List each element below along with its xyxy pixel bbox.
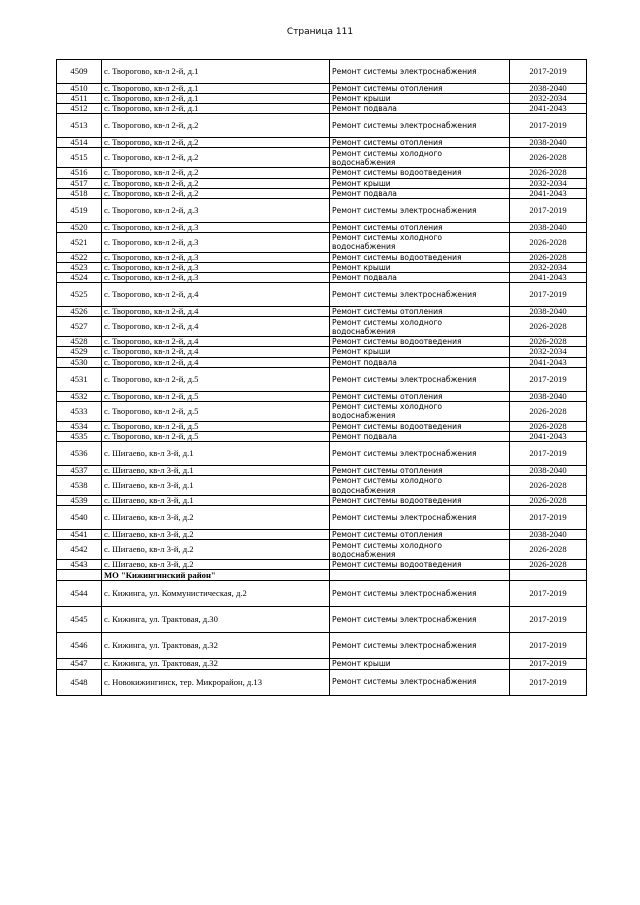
row-number: 4539	[57, 496, 102, 506]
row-address: с. Новокижингинск, тер. Микрорайон, д.13	[102, 669, 330, 695]
row-number: 4517	[57, 178, 102, 188]
row-number: 4519	[57, 198, 102, 222]
row-address: с. Творогово, кв-л 2-й, д.1	[102, 94, 330, 104]
row-number: 4531	[57, 367, 102, 391]
table-row	[57, 367, 587, 391]
row-period: 2038-2040	[510, 530, 587, 540]
table-row	[57, 178, 587, 188]
row-number: 4536	[57, 441, 102, 465]
row-number: 4524	[57, 273, 102, 283]
row-address: с. Творогово, кв-л 2-й, д.4	[102, 307, 330, 317]
section-title: МО "Кижингинский район"	[102, 570, 330, 581]
row-work-type: Ремонт подвала	[330, 104, 510, 114]
row-address: с. Творогово, кв-л 2-й, д.5	[102, 421, 330, 431]
table-row	[57, 317, 587, 337]
row-period: 2038-2040	[510, 391, 587, 401]
row-period: 2026-2028	[510, 496, 587, 506]
row-address: с. Кижинга, ул. Трактовая, д.32	[102, 633, 330, 659]
row-work-type: Ремонт системы холодного водоснабжения	[330, 232, 510, 252]
row-address: с. Творогово, кв-л 2-й, д.3	[102, 222, 330, 232]
row-period: 2026-2028	[510, 232, 587, 252]
table-row	[57, 222, 587, 232]
section-period-cell	[510, 570, 587, 581]
row-work-type: Ремонт крыши	[330, 347, 510, 357]
row-number: 4543	[57, 560, 102, 570]
row-address: с. Творогово, кв-л 2-й, д.5	[102, 367, 330, 391]
row-number: 4513	[57, 114, 102, 138]
row-period: 2038-2040	[510, 307, 587, 317]
row-number: 4516	[57, 168, 102, 178]
row-period: 2026-2028	[510, 148, 587, 168]
table-row	[57, 465, 587, 475]
row-address: с. Творогово, кв-л 2-й, д.4	[102, 317, 330, 337]
table-row	[57, 188, 587, 198]
row-address: с. Кижинга, ул. Коммунистическая, д.2	[102, 581, 330, 607]
repair-plan-table	[56, 59, 587, 696]
table-row	[57, 283, 587, 307]
row-number: 4525	[57, 283, 102, 307]
row-address: с. Шигаево, кв-л 3-й, д.2	[102, 530, 330, 540]
table-row	[57, 307, 587, 317]
row-period: 2026-2028	[510, 421, 587, 431]
row-work-type: Ремонт системы электроснабжения	[330, 506, 510, 530]
row-number: 4511	[57, 94, 102, 104]
row-period: 2017-2019	[510, 669, 587, 695]
row-number: 4542	[57, 540, 102, 560]
row-work-type: Ремонт крыши	[330, 178, 510, 188]
table-row	[57, 84, 587, 94]
row-period: 2017-2019	[510, 659, 587, 669]
row-address: с. Творогово, кв-л 2-й, д.1	[102, 104, 330, 114]
row-address: с. Творогово, кв-л 2-й, д.1	[102, 60, 330, 84]
row-address: с. Кижинга, ул. Трактовая, д.32	[102, 659, 330, 669]
row-number: 4528	[57, 337, 102, 347]
row-work-type: Ремонт крыши	[330, 659, 510, 669]
row-address: с. Творогово, кв-л 2-й, д.4	[102, 337, 330, 347]
row-period: 2026-2028	[510, 168, 587, 178]
repair-plan-table-body	[57, 60, 587, 696]
table-row	[57, 581, 587, 607]
row-work-type: Ремонт системы отопления	[330, 222, 510, 232]
row-number: 4510	[57, 84, 102, 94]
table-row	[57, 560, 587, 570]
table-row	[57, 607, 587, 633]
row-number: 4530	[57, 357, 102, 367]
row-number: 4538	[57, 476, 102, 496]
row-work-type: Ремонт системы водоотведения	[330, 421, 510, 431]
row-number: 4533	[57, 401, 102, 421]
row-address: с. Творогово, кв-л 2-й, д.5	[102, 401, 330, 421]
row-address: с. Творогово, кв-л 2-й, д.2	[102, 114, 330, 138]
row-period: 2041-2043	[510, 104, 587, 114]
table-row	[57, 347, 587, 357]
row-period: 2026-2028	[510, 540, 587, 560]
row-period: 2026-2028	[510, 401, 587, 421]
row-work-type: Ремонт системы электроснабжения	[330, 60, 510, 84]
table-row	[57, 148, 587, 168]
row-work-type: Ремонт системы электроснабжения	[330, 441, 510, 465]
table-row	[57, 391, 587, 401]
row-period: 2041-2043	[510, 273, 587, 283]
table-row	[57, 114, 587, 138]
row-work-type: Ремонт системы водоотведения	[330, 496, 510, 506]
row-period: 2017-2019	[510, 441, 587, 465]
row-number: 4527	[57, 317, 102, 337]
row-address: с. Творогово, кв-л 2-й, д.3	[102, 273, 330, 283]
row-work-type: Ремонт системы электроснабжения	[330, 607, 510, 633]
row-period: 2026-2028	[510, 317, 587, 337]
table-row	[57, 232, 587, 252]
row-work-type: Ремонт системы холодного водоснабжения	[330, 476, 510, 496]
row-work-type: Ремонт подвала	[330, 188, 510, 198]
row-address: с. Творогово, кв-л 2-й, д.5	[102, 431, 330, 441]
table-row	[57, 530, 587, 540]
row-address: с. Творогово, кв-л 2-й, д.4	[102, 283, 330, 307]
row-work-type: Ремонт системы электроснабжения	[330, 283, 510, 307]
row-address: с. Шигаево, кв-л 3-й, д.1	[102, 465, 330, 475]
row-period: 2041-2043	[510, 431, 587, 441]
row-work-type: Ремонт системы электроснабжения	[330, 114, 510, 138]
row-work-type: Ремонт системы водоотведения	[330, 168, 510, 178]
table-row	[57, 421, 587, 431]
row-number: 4532	[57, 391, 102, 401]
row-number: 4521	[57, 232, 102, 252]
row-work-type: Ремонт системы отопления	[330, 530, 510, 540]
row-period: 2017-2019	[510, 60, 587, 84]
row-address: с. Шигаево, кв-л 3-й, д.1	[102, 476, 330, 496]
row-number: 4520	[57, 222, 102, 232]
row-work-type: Ремонт крыши	[330, 262, 510, 272]
row-period: 2032-2034	[510, 347, 587, 357]
table-row	[57, 252, 587, 262]
row-period: 2026-2028	[510, 560, 587, 570]
row-period: 2017-2019	[510, 114, 587, 138]
row-period: 2017-2019	[510, 581, 587, 607]
row-number: 4523	[57, 262, 102, 272]
row-work-type: Ремонт системы электроснабжения	[330, 581, 510, 607]
table-row	[57, 168, 587, 178]
table-row	[57, 633, 587, 659]
section-num-cell	[57, 570, 102, 581]
row-work-type: Ремонт системы холодного водоснабжения	[330, 540, 510, 560]
row-work-type: Ремонт системы холодного водоснабжения	[330, 401, 510, 421]
row-number: 4515	[57, 148, 102, 168]
row-work-type: Ремонт системы электроснабжения	[330, 633, 510, 659]
row-number: 4512	[57, 104, 102, 114]
table-row	[57, 104, 587, 114]
row-number: 4546	[57, 633, 102, 659]
row-address: с. Шигаево, кв-л 3-й, д.2	[102, 506, 330, 530]
row-address: с. Шигаево, кв-л 3-й, д.2	[102, 540, 330, 560]
row-work-type: Ремонт системы отопления	[330, 307, 510, 317]
row-address: с. Творогово, кв-л 2-й, д.3	[102, 232, 330, 252]
row-work-type: Ремонт системы холодного водоснабжения	[330, 148, 510, 168]
row-work-type: Ремонт системы отопления	[330, 138, 510, 148]
row-period: 2038-2040	[510, 138, 587, 148]
row-address: с. Шигаево, кв-л 3-й, д.1	[102, 441, 330, 465]
page-number-header: Страница 111	[286, 27, 354, 37]
row-address: с. Творогово, кв-л 2-й, д.5	[102, 391, 330, 401]
table-row	[57, 401, 587, 421]
row-period: 2017-2019	[510, 607, 587, 633]
row-work-type: Ремонт системы холодного водоснабжения	[330, 317, 510, 337]
row-work-type: Ремонт системы электроснабжения	[330, 198, 510, 222]
row-work-type: Ремонт подвала	[330, 273, 510, 283]
row-period: 2017-2019	[510, 283, 587, 307]
row-address: с. Творогово, кв-л 2-й, д.2	[102, 138, 330, 148]
row-period: 2038-2040	[510, 84, 587, 94]
row-number: 4548	[57, 669, 102, 695]
table-row	[57, 273, 587, 283]
table-row	[57, 669, 587, 695]
row-work-type: Ремонт системы электроснабжения	[330, 367, 510, 391]
row-period: 2017-2019	[510, 198, 587, 222]
table-row	[57, 138, 587, 148]
row-period: 2017-2019	[510, 633, 587, 659]
row-number: 4534	[57, 421, 102, 431]
row-period: 2038-2040	[510, 222, 587, 232]
row-address: с. Творогово, кв-л 2-й, д.2	[102, 178, 330, 188]
table-row	[57, 60, 587, 84]
row-number: 4526	[57, 307, 102, 317]
row-address: с. Творогово, кв-л 2-й, д.2	[102, 188, 330, 198]
row-period: 2017-2019	[510, 506, 587, 530]
table-row	[57, 659, 587, 669]
row-address: с. Творогово, кв-л 2-й, д.1	[102, 84, 330, 94]
table-row	[57, 496, 587, 506]
row-address: с. Шигаево, кв-л 3-й, д.1	[102, 496, 330, 506]
row-work-type: Ремонт подвала	[330, 357, 510, 367]
section-work-cell	[330, 570, 510, 581]
row-number: 4547	[57, 659, 102, 669]
row-number: 4522	[57, 252, 102, 262]
table-row	[57, 262, 587, 272]
table-row	[57, 94, 587, 104]
row-number: 4541	[57, 530, 102, 540]
row-number: 4545	[57, 607, 102, 633]
row-address: с. Творогово, кв-л 2-й, д.4	[102, 347, 330, 357]
table-row	[57, 357, 587, 367]
table-row	[57, 506, 587, 530]
row-number: 4544	[57, 581, 102, 607]
row-work-type: Ремонт системы отопления	[330, 465, 510, 475]
row-period: 2041-2043	[510, 188, 587, 198]
row-number: 4535	[57, 431, 102, 441]
table-row	[57, 441, 587, 465]
row-work-type: Ремонт системы электроснабжения	[330, 669, 510, 695]
row-number: 4529	[57, 347, 102, 357]
row-work-type: Ремонт системы отопления	[330, 84, 510, 94]
row-period: 2017-2019	[510, 367, 587, 391]
row-address: с. Творогово, кв-л 2-й, д.2	[102, 168, 330, 178]
row-number: 4540	[57, 506, 102, 530]
row-period: 2032-2034	[510, 94, 587, 104]
row-address: с. Кижинга, ул. Трактовая, д.30	[102, 607, 330, 633]
row-work-type: Ремонт крыши	[330, 94, 510, 104]
row-address: с. Шигаево, кв-л 3-й, д.2	[102, 560, 330, 570]
row-period: 2026-2028	[510, 337, 587, 347]
section-row	[57, 570, 587, 581]
row-number: 4537	[57, 465, 102, 475]
row-address: с. Творогово, кв-л 2-й, д.3	[102, 198, 330, 222]
row-period: 2026-2028	[510, 476, 587, 496]
row-address: с. Творогово, кв-л 2-й, д.3	[102, 262, 330, 272]
table-row	[57, 431, 587, 441]
row-period: 2041-2043	[510, 357, 587, 367]
row-number: 4514	[57, 138, 102, 148]
table-row	[57, 540, 587, 560]
table-row	[57, 198, 587, 222]
row-number: 4509	[57, 60, 102, 84]
row-period: 2038-2040	[510, 465, 587, 475]
row-period: 2032-2034	[510, 178, 587, 188]
row-work-type: Ремонт системы водоотведения	[330, 337, 510, 347]
row-period: 2032-2034	[510, 262, 587, 272]
row-address: с. Творогово, кв-л 2-й, д.3	[102, 252, 330, 262]
row-address: с. Творогово, кв-л 2-й, д.4	[102, 357, 330, 367]
row-work-type: Ремонт системы водоотведения	[330, 252, 510, 262]
row-number: 4518	[57, 188, 102, 198]
table-row	[57, 476, 587, 496]
row-address: с. Творогово, кв-л 2-й, д.2	[102, 148, 330, 168]
row-work-type: Ремонт системы водоотведения	[330, 560, 510, 570]
row-work-type: Ремонт подвала	[330, 431, 510, 441]
table-row	[57, 337, 587, 347]
row-period: 2026-2028	[510, 252, 587, 262]
row-work-type: Ремонт системы отопления	[330, 391, 510, 401]
